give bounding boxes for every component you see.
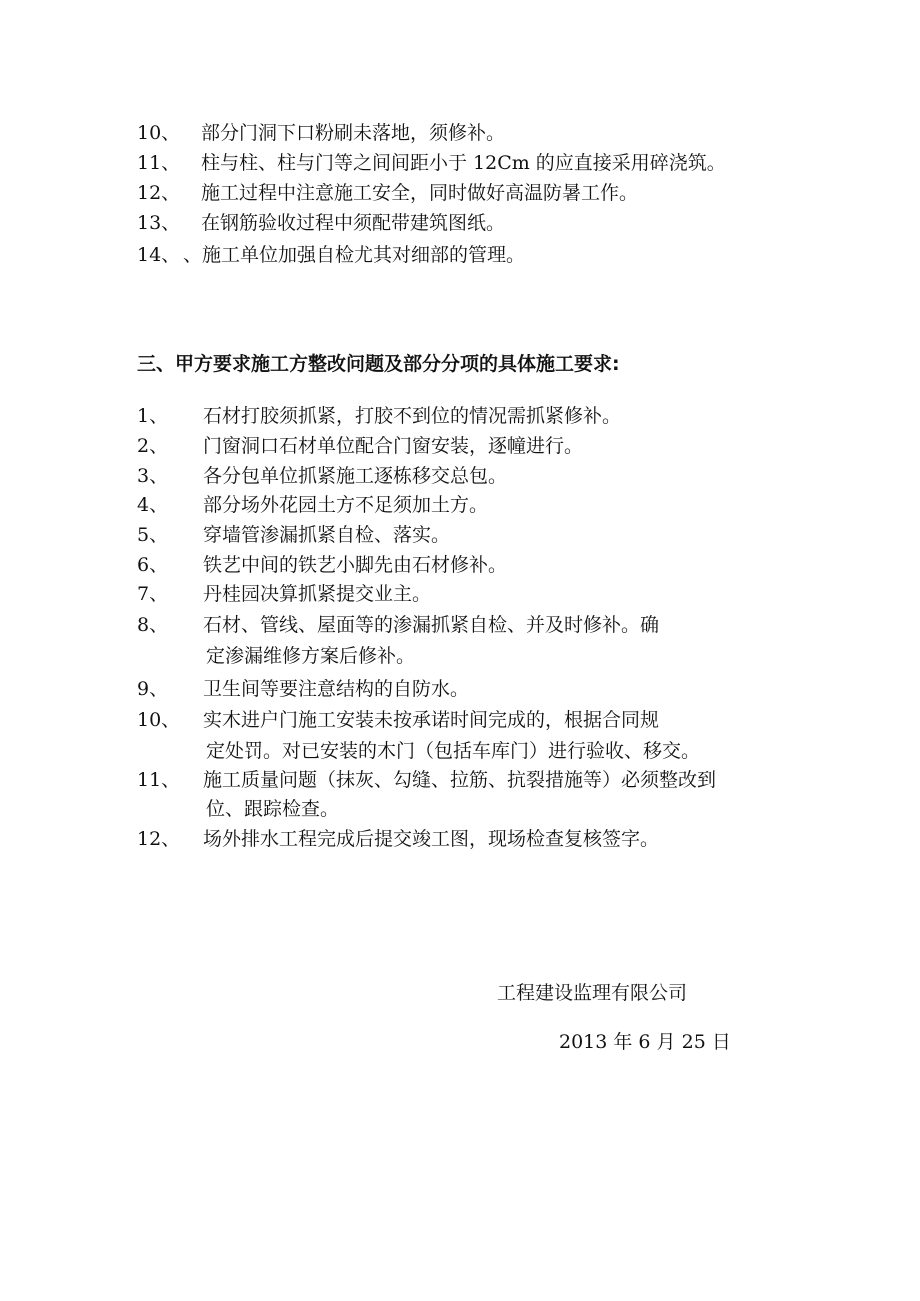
item-text: 各分包单位抓紧施工逐栋移交总包。	[203, 465, 508, 487]
item-text: 石材打胶须抓紧，打胶不到位的情况需抓紧修补。	[203, 405, 622, 427]
item-number: 2、	[137, 435, 169, 457]
item-text: 、施工单位加强自检尤其对细部的管理。	[183, 244, 526, 266]
item-number: 11、	[137, 152, 181, 174]
item-text: 石材、管线、屋面等的渗漏抓紧自检、并及时修补。确	[203, 614, 660, 636]
section-heading: 三、甲方要求施工方整改问题及部分分项的具体施工要求:	[137, 353, 620, 375]
item-number: 7、	[137, 583, 169, 605]
item-text: 实木进户门施工安装未按承诺时间完成的，根据合同规	[203, 709, 660, 731]
item-number: 5、	[137, 524, 169, 546]
item-text: 卫生间等要注意结构的自防水。	[203, 678, 470, 700]
item-number: 11、	[137, 769, 181, 791]
item-number: 12、	[137, 182, 181, 204]
item-number: 10、	[137, 709, 181, 731]
item-text: 在钢筋验收过程中须配带建筑图纸。	[201, 212, 506, 234]
item-continuation: 定渗漏维修方案后修补。	[206, 645, 416, 667]
item-number: 4、	[137, 494, 169, 516]
signature-date: 2013 年 6 月 25 日	[559, 1031, 731, 1053]
item-text: 场外排水工程完成后提交竣工图，现场检查复核签字。	[203, 828, 660, 850]
item-text: 施工过程中注意施工安全，同时做好高温防暑工作。	[201, 182, 639, 204]
item-number: 1、	[137, 405, 169, 427]
item-text: 铁艺中间的铁艺小脚先由石材修补。	[203, 554, 508, 576]
item-continuation: 定处罚。对已安装的木门（包括车库门）进行验收、移交。	[206, 740, 701, 762]
item-text: 部分门洞下口粉刷未落地，须修补。	[201, 122, 506, 144]
item-text: 柱与柱、柱与门等之间间距小于 12Cm 的应直接采用碎浇筑。	[201, 152, 726, 174]
item-number: 14、	[137, 244, 181, 266]
item-text: 门窗洞口石材单位配合门窗安装，逐幢进行。	[203, 435, 584, 457]
item-continuation: 位、跟踪检查。	[206, 798, 340, 820]
item-number: 10、	[137, 122, 181, 144]
item-number: 8、	[137, 614, 169, 636]
item-number: 3、	[137, 465, 169, 487]
item-number: 12、	[137, 828, 181, 850]
item-text: 部分场外花园土方不足须加土方。	[203, 494, 489, 516]
item-text: 丹桂园决算抓紧提交业主。	[203, 583, 432, 605]
item-number: 9、	[137, 678, 169, 700]
item-text: 穿墙管渗漏抓紧自检、落实。	[203, 524, 451, 546]
item-number: 13、	[137, 212, 181, 234]
item-number: 6、	[137, 554, 169, 576]
company-name: 工程建设监理有限公司	[497, 982, 688, 1004]
item-text: 施工质量问题（抹灰、勾缝、拉筋、抗裂措施等）必须整改到	[203, 769, 717, 791]
